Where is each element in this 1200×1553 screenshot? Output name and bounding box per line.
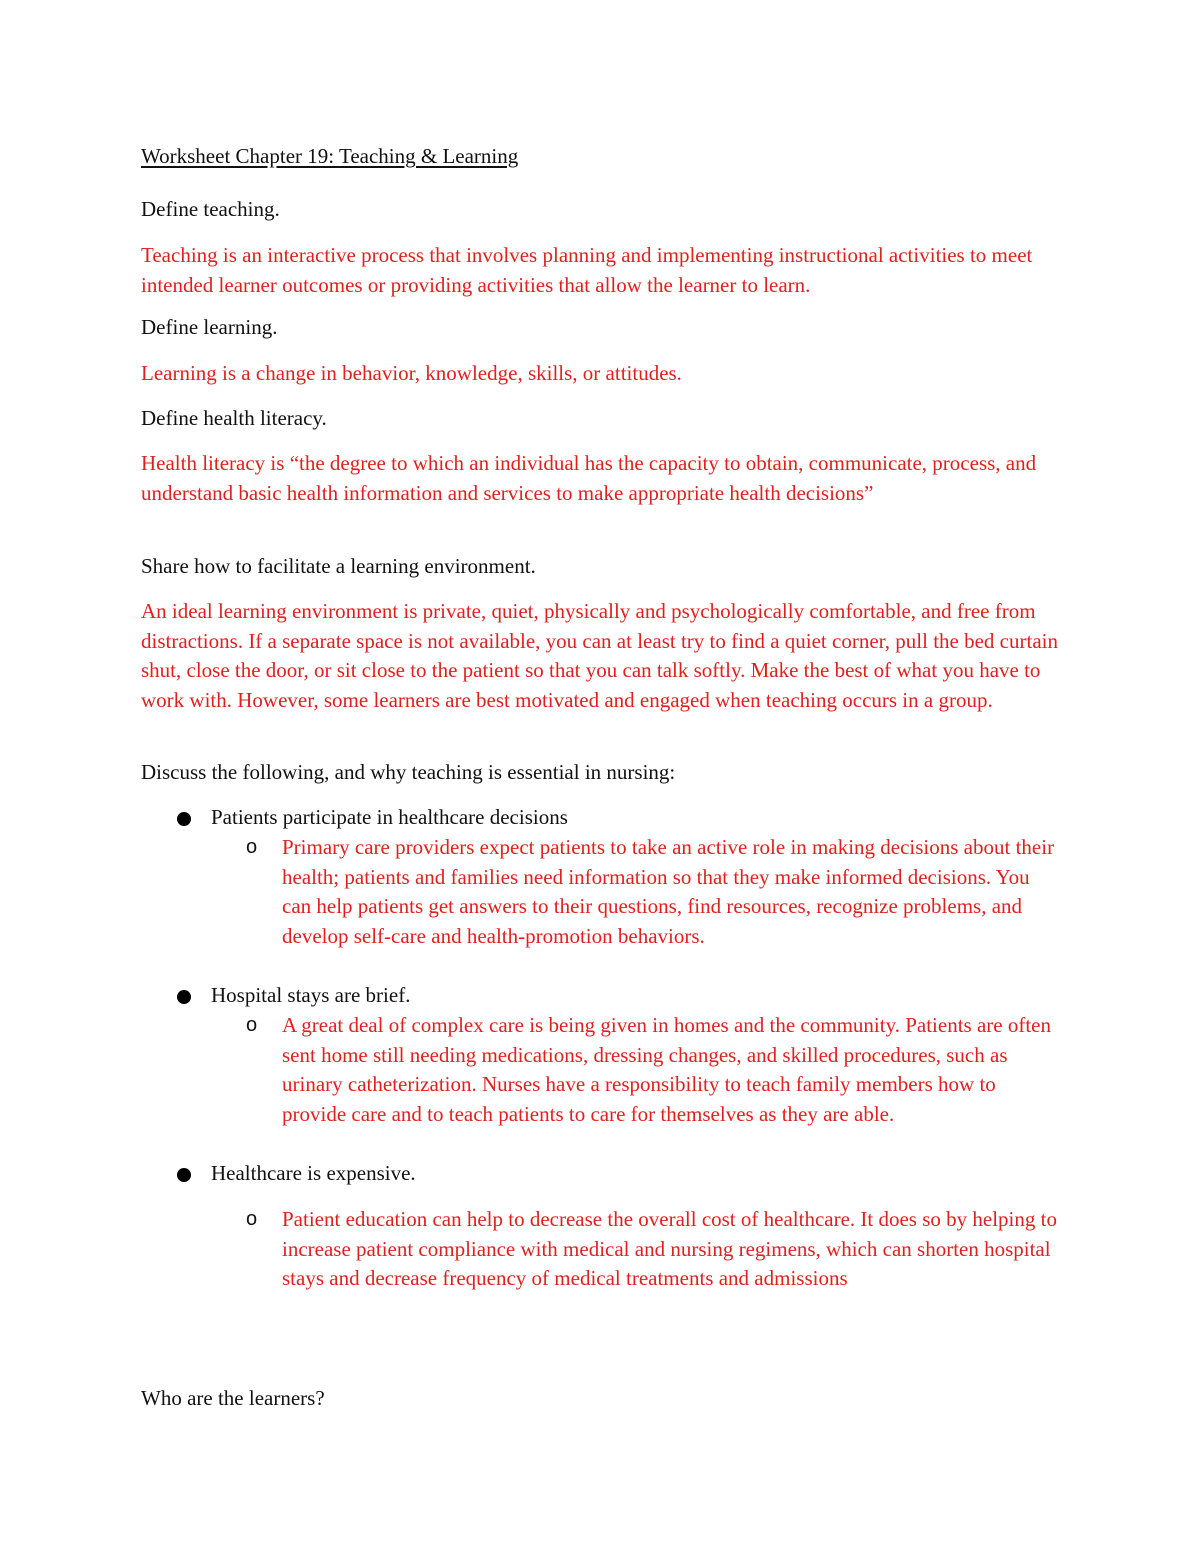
sub-bullet-answer: A great deal of complex care is being given in homes and the community. Patients are often sent home still needing medications, dressing changes, and skilled procedures, such as urinary catheterization. Nurses have a responsibility to teach family members how to provide care and to teach patients to care for themselves as they are able. (282, 1013, 1051, 1126)
bullet-icon (177, 812, 191, 826)
answer-define-teaching: Teaching is an interactive process that involves planning and implementing instructional activities to meet intended learner outcomes or providing activities that allow the learner to learn. (141, 243, 1033, 297)
page-title: Worksheet Chapter 19: Teaching & Learning (141, 144, 519, 168)
question-discuss-following: Discuss the following, and why teaching is essential in nursing: (141, 760, 676, 784)
answer-learning-environment: An ideal learning environment is private, quiet, physically and psychologically comfortable, and free from distractions. If a separate space is not available, you can at least try to find a quiet corner, pull the bed curtain shut, close the door, or sit close to the patient so that you can talk softly. Make the best of what you have to work with. However, some learners are best motivated and engaged when teaching occurs in a group. (141, 599, 1058, 712)
sub-bullet-icon: o (246, 1208, 258, 1230)
sub-bullet-answer: Primary care providers expect patients to take an active role in making decisions about their health; patients and families need information so that they make informed decisions. You can help patients get answers to their questions, find resources, recognize problems, and develop self-care and health-promotion behaviors. (282, 835, 1055, 948)
bullet-icon (177, 1168, 191, 1182)
answer-define-health-literacy: Health literacy is “the degree to which an individual has the capacity to obtain, communicate, process, and understand basic health information and services to make appropriate health decisions” (141, 451, 1037, 505)
question-define-health-literacy: Define health literacy. (141, 406, 327, 430)
sub-bullet-icon: o (246, 836, 258, 858)
bullet-icon (177, 990, 191, 1004)
question-define-teaching: Define teaching. (141, 197, 280, 221)
question-learning-environment: Share how to facilitate a learning environment. (141, 554, 536, 578)
question-define-learning: Define learning. (141, 315, 278, 339)
sub-bullet-icon: o (246, 1014, 258, 1036)
answer-define-learning: Learning is a change in behavior, knowledge, skills, or attitudes. (141, 361, 682, 385)
question-who-are-learners: Who are the learners? (141, 1386, 325, 1410)
bullet-label: Healthcare is expensive. (211, 1161, 416, 1185)
bullet-label: Patients participate in healthcare decisions (211, 805, 568, 829)
sub-bullet-answer: Patient education can help to decrease the overall cost of healthcare. It does so by helping to increase patient compliance with medical and nursing regimens, which can shorten hospital stays and decrease frequency of medical treatments and admissions (282, 1207, 1057, 1290)
bullet-label: Hospital stays are brief. (211, 983, 411, 1007)
